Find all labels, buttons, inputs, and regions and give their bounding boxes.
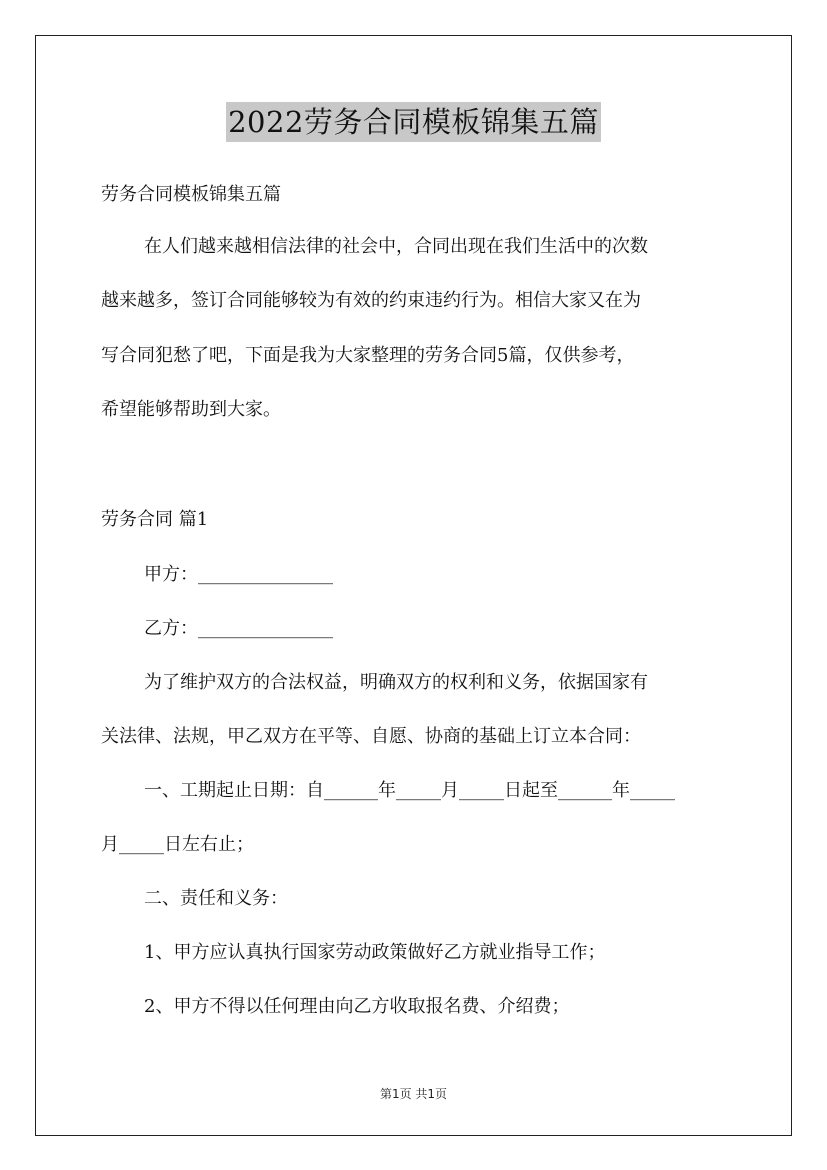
duty-item-2: 2、甲方不得以任何理由向乙方收取报名费、介绍费； <box>144 996 570 1017</box>
term-line-2: 月_____日左右止； <box>101 834 254 855</box>
page-footer: 第1页 共1页 <box>379 1087 448 1101</box>
party-a-line: 甲方：_______________ <box>144 564 333 585</box>
section-heading: 劳务合同 篇1 <box>101 509 209 530</box>
duty-item-1: 1、甲方应认真执行国家劳动政策做好乙方就业指导工作； <box>144 942 606 963</box>
title-container <box>0 102 827 142</box>
purpose-line-1: 为了维护双方的合法权益，明确双方的权利和义务，依据国家有 <box>144 672 648 693</box>
intro-line-1: 在人们越来越相信法律的社会中，合同出现在我们生活中的次数 <box>144 236 648 257</box>
purpose-line-2: 关法律、法规，甲乙双方在平等、自愿、协商的基础上订立本合同： <box>101 726 641 747</box>
intro-line-2: 越来越多，签订合同能够较为有效的约束违约行为。相信大家又在为 <box>101 290 641 311</box>
party-b-line: 乙方：_______________ <box>144 618 333 639</box>
document-subtitle: 劳务合同模板锦集五篇 <box>101 184 281 205</box>
intro-line-3: 写合同犯愁了吧，下面是我为大家整理的劳务合同5篇，仅供参考， <box>101 345 635 366</box>
term-line-1: 一、工期起止日期：自______年_____月_____日起至______年_____ <box>144 780 675 801</box>
document-title: 2022劳务合同模板锦集五篇 <box>226 102 601 142</box>
duties-heading: 二、责任和义务： <box>144 888 288 909</box>
intro-line-4: 希望能够帮助到大家。 <box>101 399 281 420</box>
